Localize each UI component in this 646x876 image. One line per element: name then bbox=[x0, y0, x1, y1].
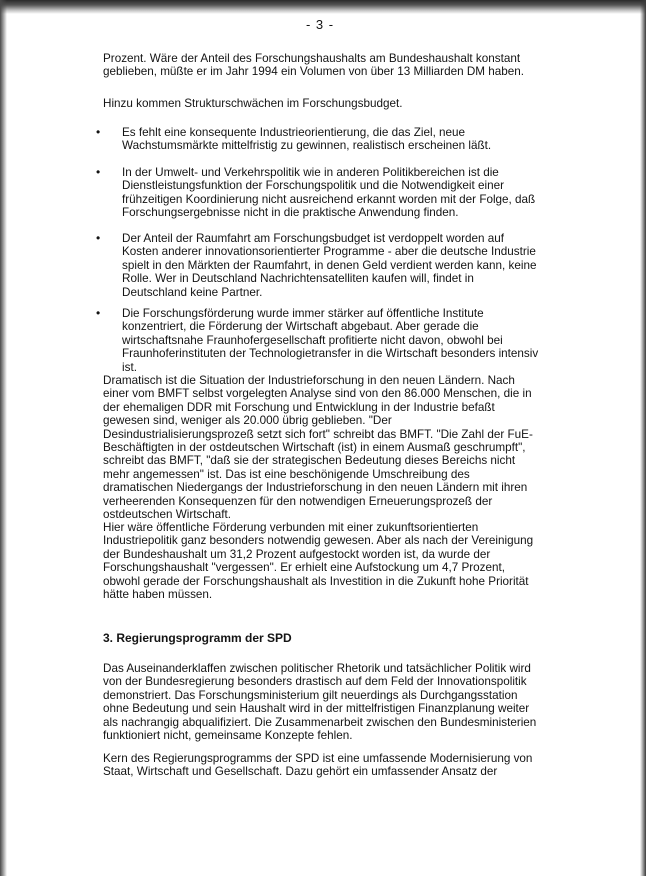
bullet-marker: • bbox=[96, 306, 101, 320]
paragraph-regierungsprogramm: Kern des Regierungsprogramms der SPD ist eine umfassende Modernisierung von Staat, Wirtschaft und Gesellschaft. Dazu gehört ein umfassender Ansatz der bbox=[103, 752, 533, 779]
section-heading: 3. Regierungsprogramm der SPD bbox=[103, 631, 292, 645]
paragraph-forschungshaushalt: Prozent. Wäre der Anteil des Forschungshaushalts am Bundeshaushalt konstant geblieben, müßte er im Jahr 1994 ein Volumen von über 13 Milliarden DM haben. bbox=[103, 52, 524, 79]
bullet-marker: • bbox=[96, 231, 101, 245]
page-number: - 3 - bbox=[305, 17, 335, 32]
bullet-text: In der Umwelt- und Verkehrspolitik wie in anderen Politikbereichen ist die Dienstleistungsfunktion der Forschungspolitik und die Notwendigkeit einer frühzeitigen Koordinierung nicht ausreichend erkannt worden mit der Folge, daß Forschungsergebnisse nicht in die praktische Anwendung finden. bbox=[122, 166, 536, 220]
bullet-marker: • bbox=[96, 165, 101, 179]
bullet-text: Es fehlt eine konsequente Industrieorientierung, die das Ziel, neue Wachstumsmärkte mittelfristig zu gewinnen, realistisch erscheinen läßt. bbox=[122, 126, 492, 153]
paragraph-rhetorik: Das Auseinanderklaffen zwischen politischer Rhetorik und tatsächlicher Politik wird von der Bundesregierung besonders drastisch auf dem Feld der Innovationspolitik demonstriert. Das Forschungsministerium gilt neuerdings als Durchgangsstation ohne Bedeutung und sein Haushalt wird in der mittelfristigen Finanzplanung weiter als nachrangig abqualifiziert. Die Zusammenarbeit zwischen den Bundesministerien funktioniert nicht, gemeinsame Konzepte fehlen. bbox=[103, 662, 537, 743]
scan-edge-right bbox=[640, 0, 646, 876]
paragraph-foerderung: Hier wäre öffentliche Förderung verbunden mit einer zukunftsorientierten Industriepolitik ganz besonders notwendig gewesen. Aber als nach der Vereinigung der Bundeshaushalt um 31,2 Prozent aufgestockt worden ist, da wurde der Forschungshaushalt "vergessen". Er erhielt eine Aufstockung um 4,7 Prozent, obwohl gerade der Forschungshaushalt als Investition in die Zukunft hohe Priorität hätte haben müssen. bbox=[103, 521, 534, 602]
scan-edge-left bbox=[0, 0, 7, 876]
bullet-text: Die Forschungsförderung wurde immer stärker auf öffentliche Institute konzentriert, die Förderung der Wirtschaft abgebaut. Aber gerade die wirtschaftsnahe Fraunhofergesellschaft profitierte nicht davon, obwohl bei Fraunhoferinstituten der Technologietransfer in die Wirtschaft besonders intensiv ist. bbox=[122, 307, 539, 374]
scan-edge-top bbox=[0, 0, 646, 14]
bullet-text: Der Anteil der Raumfahrt am Forschungsbudget ist verdoppelt worden auf Kosten anderer innovationsorientierter Programme - aber die deutsche Industrie spielt in den Märkten der Raumfahrt, in denen Geld verdient werden kann, keine Rolle. Wer in Deutschland Nachrichtensatelliten kaufen will, findet in Deutschland keine Partner. bbox=[122, 232, 537, 299]
bullet-marker: • bbox=[96, 125, 101, 139]
paragraph-industrieforschung: Dramatisch ist die Situation der Industrieforschung in den neuen Ländern. Nach einer vom BMFT selbst vorgelegten Analyse sind von den 86.000 Menschen, die in der ehemaligen DDR mit Forschung und Entwicklung in der Industrie befaßt gewesen sind, weniger als 20.000 übrig geblieben. "Der Desindustrialisierungsprozeß setzt sich fort" schreibt das BMFT. "Die Zahl der FuE-Beschäftigten in der ostdeutschen Wirtschaft (ist) in einem Ausmaß geschrumpft", schreibt das BMFT, "daß sie der strategischen Bedeutung dieses Bereichs nicht mehr angemessen" ist. Das ist eine beschönigende Umschreibung des dramatischen Niedergangs der Industrieforschung in den neuen Ländern mit ihren verheerenden Konsequenzen für den notwendigen Erneuerungsprozeß der ostdeutschen Wirtschaft. bbox=[103, 374, 533, 522]
paragraph-strukturschwaechen: Hinzu kommen Strukturschwächen im Forschungsbudget. bbox=[103, 97, 403, 110]
